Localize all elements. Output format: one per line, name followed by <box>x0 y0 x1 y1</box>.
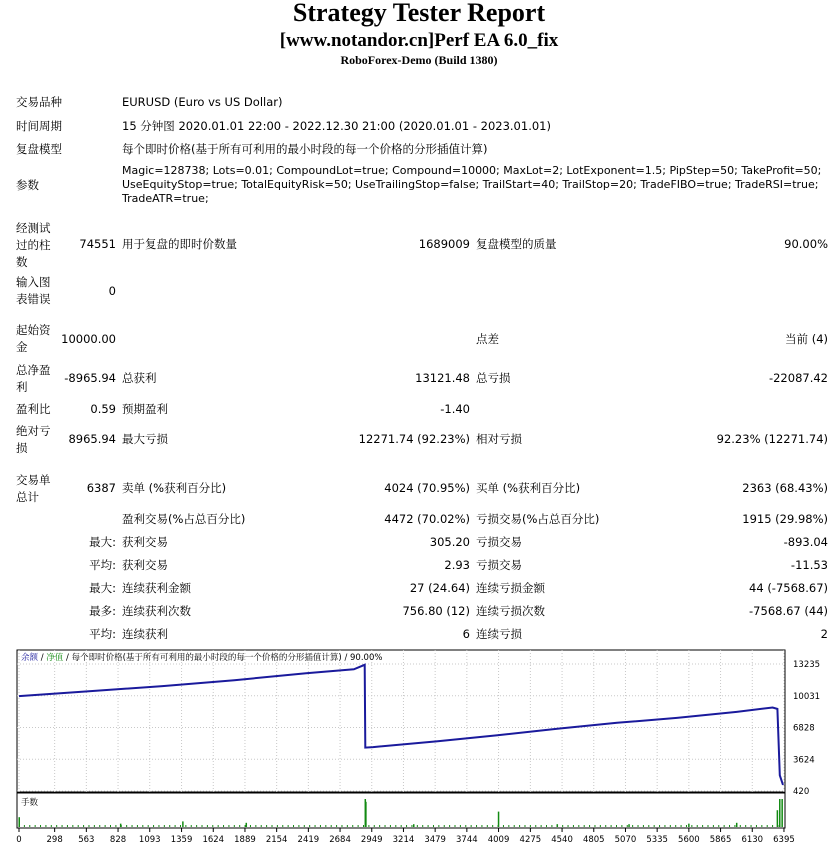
x-tick-label: 1889 <box>234 835 256 845</box>
x-tick-label: 298 <box>46 835 63 845</box>
x-tick-label: 5600 <box>678 835 700 845</box>
x-tick-label: 2419 <box>297 835 320 845</box>
x-tick-label: 3479 <box>424 835 446 845</box>
server-name: RoboForex-Demo (Build 1380) <box>340 53 498 67</box>
profit-trades-value: 4472 (70.02%) <box>384 512 470 526</box>
average-prefix: 平均: <box>89 558 116 572</box>
profit-factor-label: 盈利比 <box>16 402 51 416</box>
x-tick-label: 4540 <box>551 835 573 845</box>
period-value: 15 分钟图 2020.01.01 22:00 - 2022.12.30 21:00 (2020.01.01 - 2023.01.01) <box>122 119 551 133</box>
avg-cons-prefix: 平均: <box>89 627 116 641</box>
y-tick-label: 6828 <box>793 723 815 734</box>
avg-cons-losses-label: 连续亏损 <box>476 627 522 641</box>
y-tick-label: 3624 <box>793 755 815 766</box>
symbol-label: 交易品种 <box>16 95 62 109</box>
x-tick-label: 2949 <box>360 835 383 845</box>
gross-profit-label: 总获利 <box>122 371 157 385</box>
profit-factor-value: 0.59 <box>90 402 116 416</box>
max-cons-wins-value: 27 (24.64) <box>409 581 470 595</box>
y-axis-ticks <box>793 660 820 797</box>
x-tick-label: 6130 <box>741 835 764 845</box>
total-trades-value: 6387 <box>86 481 116 495</box>
avg-profit-label: 获利交易 <box>122 558 168 572</box>
avg-cons-losses-value: 2 <box>820 627 828 641</box>
rel-drawdown-label: 相对亏损 <box>476 432 522 446</box>
gross-loss-label: 总亏损 <box>476 371 511 385</box>
x-tick-label: 1624 <box>202 835 225 845</box>
symbol-value: EURUSD (Euro vs US Dollar) <box>122 95 283 109</box>
net-profit-value: -8965.94 <box>64 371 116 385</box>
x-tick-label: 3744 <box>456 835 478 845</box>
x-tick-label: 5335 <box>646 835 668 845</box>
loss-trades-value: 1915 (29.98%) <box>742 512 828 526</box>
model-label: 复盘模型 <box>16 142 62 156</box>
abs-drawdown-label: 绝对亏损 <box>16 424 51 455</box>
max-cons-prefix: 最大: <box>89 581 116 595</box>
expected-payoff-value: -1.40 <box>440 402 470 416</box>
x-tick-label: 6395 <box>773 835 795 845</box>
net-profit-label: 总净盈利 <box>16 363 51 394</box>
params-label: 参数 <box>16 178 39 192</box>
max-drawdown-label: 最大亏损 <box>122 432 168 446</box>
report-title: Strategy Tester Report <box>292 0 546 27</box>
x-axis-ticks <box>16 828 794 845</box>
avg-loss-label: 亏损交易 <box>476 558 522 572</box>
bars-value: 74551 <box>79 237 116 251</box>
legend-equity: 净值 <box>46 653 64 663</box>
errors-label: 输入图表错误 <box>16 275 51 306</box>
short-positions-label: 卖单 (%获利百分比) <box>122 481 227 495</box>
quality-value: 90.00% <box>784 237 828 251</box>
max-cons-profit-label: 连续获利次数 <box>122 604 191 618</box>
spread-label: 点差 <box>476 332 499 346</box>
avg-cons-wins-value: 6 <box>462 627 470 641</box>
volume-label: 手数 <box>21 798 39 808</box>
x-tick-label: 1359 <box>170 835 193 845</box>
bars-label: 经测试过的柱数 <box>16 221 51 269</box>
x-tick-label: 4275 <box>519 835 542 845</box>
largest-loss-label: 亏损交易 <box>476 535 522 549</box>
avg-loss-value: -11.53 <box>790 558 828 572</box>
largest-loss-value: -893.04 <box>783 535 828 549</box>
x-tick-label: 2684 <box>329 835 351 845</box>
ticks-value: 1689009 <box>418 237 470 251</box>
max-count-prefix: 最多: <box>89 604 116 618</box>
gross-loss-value: -22087.42 <box>768 371 828 385</box>
legend-text <box>21 652 382 663</box>
largest-profit-label: 获利交易 <box>122 535 168 549</box>
ticks-label: 用于复盘的即时价数量 <box>122 237 237 251</box>
params-value: Magic=128738; Lots=0.01; CompoundLot=true; Compound=10000; MaxLot=2; LotExponent=1.5; PipStep=50; TakeProfit=50; UseEquityStop=true; TotalEquityRisk=50; UseTrailingStop=false; TrailStart=40; TrailStop=20; TradeFIBO=true; TradeRSI=true; TradeATR=true; <box>122 164 822 205</box>
largest-prefix: 最大: <box>89 535 116 549</box>
legend-sep: / <box>66 653 69 663</box>
rel-drawdown-value: 92.23% (12271.74) <box>716 432 828 446</box>
gross-profit-value: 13121.48 <box>415 371 470 385</box>
x-tick-label: 0 <box>16 835 22 845</box>
x-tick-label: 563 <box>78 835 95 845</box>
max-cons-profit-value: 756.80 (12) <box>402 604 470 618</box>
model-value: 每个即时价格(基于所有可利用的最小时段的每一个价格的分形插值计算) <box>122 142 488 156</box>
x-tick-label: 4805 <box>582 835 605 845</box>
avg-profit-value: 2.93 <box>444 558 470 572</box>
abs-drawdown-value: 8965.94 <box>68 432 116 446</box>
quality-label: 复盘模型的质量 <box>476 237 557 251</box>
max-drawdown-value: 12271.74 (92.23%) <box>358 432 470 446</box>
legend-model: 每个即时价格(基于所有可利用的最小时段的每一个价格的分形插值计算) <box>71 653 342 663</box>
total-trades-label: 交易单总计 <box>16 473 51 504</box>
volume-plot-area <box>17 793 785 828</box>
legend-quality: 90.00% <box>350 653 383 663</box>
deposit-label: 起始资金 <box>16 323 51 354</box>
expected-payoff-label: 预期盈利 <box>122 402 168 416</box>
spread-value: 当前 (4) <box>785 332 828 346</box>
errors-value: 0 <box>108 284 116 298</box>
profit-trades-label: 盈利交易(%占总百分比) <box>122 512 246 526</box>
x-tick-label: 3214 <box>392 835 415 845</box>
max-cons-loss-value: -7568.67 (44) <box>749 604 828 618</box>
long-positions-label: 买单 (%获利百分比) <box>476 481 581 495</box>
max-cons-losses-value: 44 (-7568.67) <box>749 581 828 595</box>
max-cons-wins-label: 连续获利金额 <box>122 581 191 595</box>
x-tick-label: 2154 <box>265 835 288 845</box>
y-tick-label: 13235 <box>793 660 821 670</box>
long-positions-value: 2363 (68.43%) <box>742 481 828 495</box>
legend-sep: / <box>40 653 44 663</box>
deposit-value: 10000.00 <box>61 332 116 346</box>
period-label: 时间周期 <box>16 119 62 133</box>
chart-plot-area <box>17 650 785 792</box>
x-tick-label: 5070 <box>614 835 637 845</box>
short-positions-value: 4024 (70.95%) <box>384 481 470 495</box>
max-cons-loss-label: 连续亏损次数 <box>476 604 545 618</box>
expert-name: [www.notandor.cn]Perf EA 6.0_fix <box>279 30 559 51</box>
y-tick-label: 10031 <box>793 691 821 702</box>
largest-profit-value: 305.20 <box>429 535 470 549</box>
y-tick-label: 420 <box>793 787 810 797</box>
x-tick-label: 828 <box>109 835 127 845</box>
x-tick-label: 1093 <box>138 835 161 845</box>
legend-balance: 余额 <box>21 653 39 663</box>
legend-sep: / <box>344 653 348 663</box>
x-tick-label: 4009 <box>487 835 510 845</box>
avg-cons-wins-label: 连续获利 <box>122 627 168 641</box>
x-tick-label: 5865 <box>709 835 732 845</box>
max-cons-losses-label: 连续亏损金额 <box>476 581 545 595</box>
loss-trades-label: 亏损交易(%占总百分比) <box>476 512 600 526</box>
